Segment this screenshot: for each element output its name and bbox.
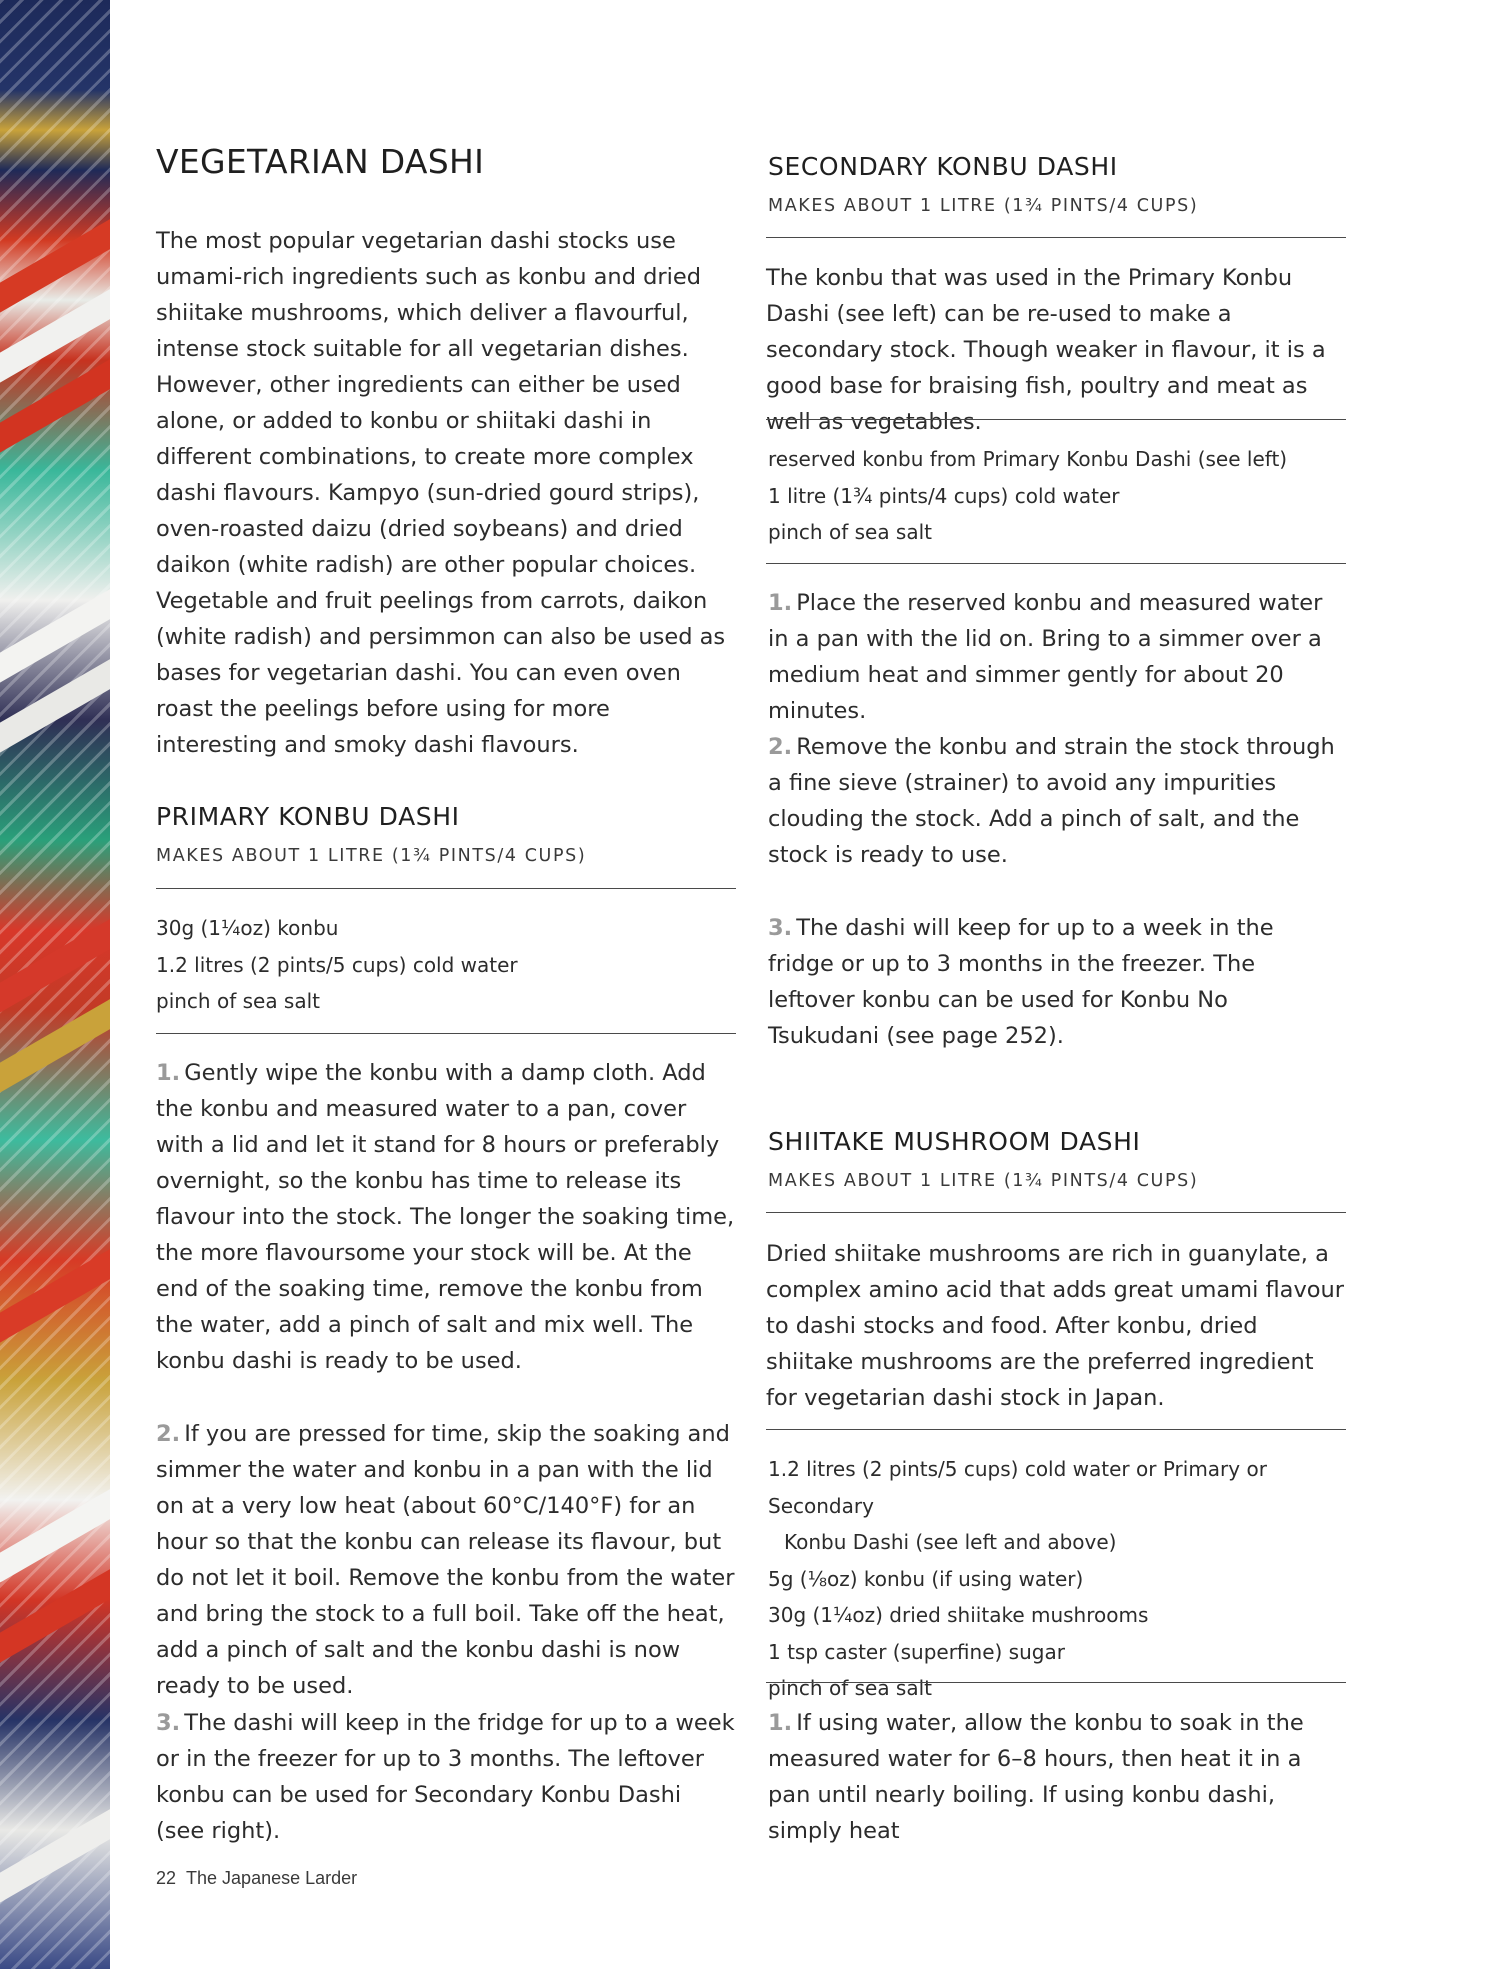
divider [766,1429,1346,1430]
secondary-makes: MAKES ABOUT 1 LITRE (1¾ PINTS/4 CUPS) [768,196,1199,216]
step-text: If you are pressed for time, skip the soaking and simmer the water and konbu in a pan with the lid on at a very low heat (about 60°C/140°F) for an hour so that the konbu can release its flavour, but do not let it boil. Remove the konbu from the water and bring the stock to a full boil. Take off the heat, add a pinch of salt and the konbu dashi is now ready to be used. [156,1421,735,1699]
ingredient-item: 1 tsp caster (superfine) sugar [768,1639,1065,1664]
ingredient-item: 5g (⅛oz) konbu (if using water) [768,1566,1084,1591]
intro-paragraph: The most popular vegetarian dashi stocks use umami-rich ingredients such as konbu and dried shiitake mushrooms, which deliver a flavourful, intense stock suitable for all vegetarian dishes. However, other ingredients can either be used alone, or added to konbu or shiitaki dashi in different combinations, to create more complex dashi flavours. Kampyo (sun-dried gourd strips), oven-roasted daizu (dried soybeans) and dried daikon (white radish) are other popular choices. Vegetable and fruit peelings from carrots, daikon (white radish) and persimmon can also be used as bases for vegetarian dashi. You can even oven roast the peelings before using for more interesting and smoky dashi flavours. [156,228,726,758]
shiitake-heading: SHIITAKE MUSHROOM DASHI [768,1127,1141,1156]
shiitake-step-1 [768,1705,1346,1849]
step-text: If using water, allow the konbu to soak in the measured water for 6–8 hours, then heat it in a pan until nearly boiling. If using konbu dashi, simply heat [768,1710,1304,1844]
divider [766,1682,1346,1683]
ingredient-item: pinch of sea salt [768,1676,933,1700]
ingredient-item: 1.2 litres (2 pints/5 cups) cold water or Primary or Secondary [768,1457,1267,1518]
step-text: The dashi will keep for up to a week in the fridge or up to 3 months in the freezer. The leftover konbu can be used for Konbu No Tsukudani (see page 252). [768,915,1274,1049]
page-title: VEGETARIAN DASHI [156,142,485,181]
step-number: 3. [768,915,793,941]
divider [156,888,736,889]
step-number: 1. [768,1710,793,1736]
primary-step-2 [156,1416,736,1704]
ingredient-item: 30g (1¼oz) dried shiitake mushrooms [768,1603,1149,1627]
step-number: 2. [768,734,793,760]
divider [766,563,1346,564]
page-number: 22 [156,1868,177,1888]
secondary-heading: SECONDARY KONBU DASHI [768,152,1118,181]
step-number: 1. [156,1060,181,1086]
divider [766,237,1346,238]
ingredient-item: Konbu Dashi (see left and above) [784,1530,1117,1554]
ingredient-item: 30g (1¼oz) konbu [156,916,339,940]
ingredient-item: pinch of sea salt [768,520,933,544]
step-number: 1. [768,590,793,616]
book-title: The Japanese Larder [186,1868,358,1888]
shiitake-ingredients-list [768,1451,1348,1707]
shiitake-makes: MAKES ABOUT 1 LITRE (1¾ PINTS/4 CUPS) [768,1171,1199,1191]
step-text: Remove the konbu and strain the stock through a fine sieve (strainer) to avoid any impurities clouding the stock. Add a pinch of salt, and the stock is ready to use. [768,734,1335,868]
step-number: 2. [156,1421,181,1447]
step-text: Place the reserved konbu and measured water in a pan with the lid on. Bring to a simmer over a medium heat and simmer gently for about 20 minutes. [768,590,1323,724]
step-number: 3. [156,1710,181,1736]
primary-step-3 [156,1705,736,1849]
primary-ingredients-list [156,910,736,1020]
ingredient-item: 1 litre (1¾ pints/4 cups) cold water [768,483,1120,508]
ingredient-item: 1.2 litres (2 pints/5 cups) cold water [156,952,518,977]
secondary-intro: The konbu that was used in the Primary Konbu Dashi (see left) can be re-used to make a secondary stock. Though weaker in flavour, it is a good base for braising fish, poultry and meat as well as vegetables. [766,265,1326,435]
page-footer [156,1868,357,1889]
divider [156,1033,736,1034]
step-text: The dashi will keep in the fridge for up to a week or in the freezer for up to 3 months. The leftover konbu can be used for Secondary Konbu Dashi (see right). [156,1710,735,1844]
decorative-fabric-border [0,0,110,1969]
primary-heading: PRIMARY KONBU DASHI [156,802,460,831]
secondary-step-1 [768,585,1346,729]
shiitake-intro: Dried shiitake mushrooms are rich in guanylate, a complex amino acid that adds great umami flavour to dashi stocks and food. After konbu, dried shiitake mushrooms are the preferred ingredient for vegetarian dashi stock in Japan. [766,1241,1345,1411]
ingredient-item: reserved konbu from Primary Konbu Dashi (see left) [768,447,1288,471]
secondary-step-3 [768,910,1346,1054]
divider [766,419,1346,420]
primary-step-1 [156,1055,736,1379]
secondary-ingredients-list [768,441,1348,551]
primary-makes: MAKES ABOUT 1 LITRE (1¾ PINTS/4 CUPS) [156,846,587,866]
secondary-step-2 [768,729,1346,873]
ingredient-item: pinch of sea salt [156,989,321,1013]
step-text: Gently wipe the konbu with a damp cloth. Add the konbu and measured water to a pan, cover with a lid and let it stand for 8 hours or preferably overnight, so the konbu has time to release its flavour into the stock. The longer the soaking time, the more flavoursome your stock will be. At the end of the soaking time, remove the konbu from the water, add a pinch of salt and mix well. The konbu dashi is ready to be used. [156,1060,735,1374]
divider [766,1212,1346,1213]
